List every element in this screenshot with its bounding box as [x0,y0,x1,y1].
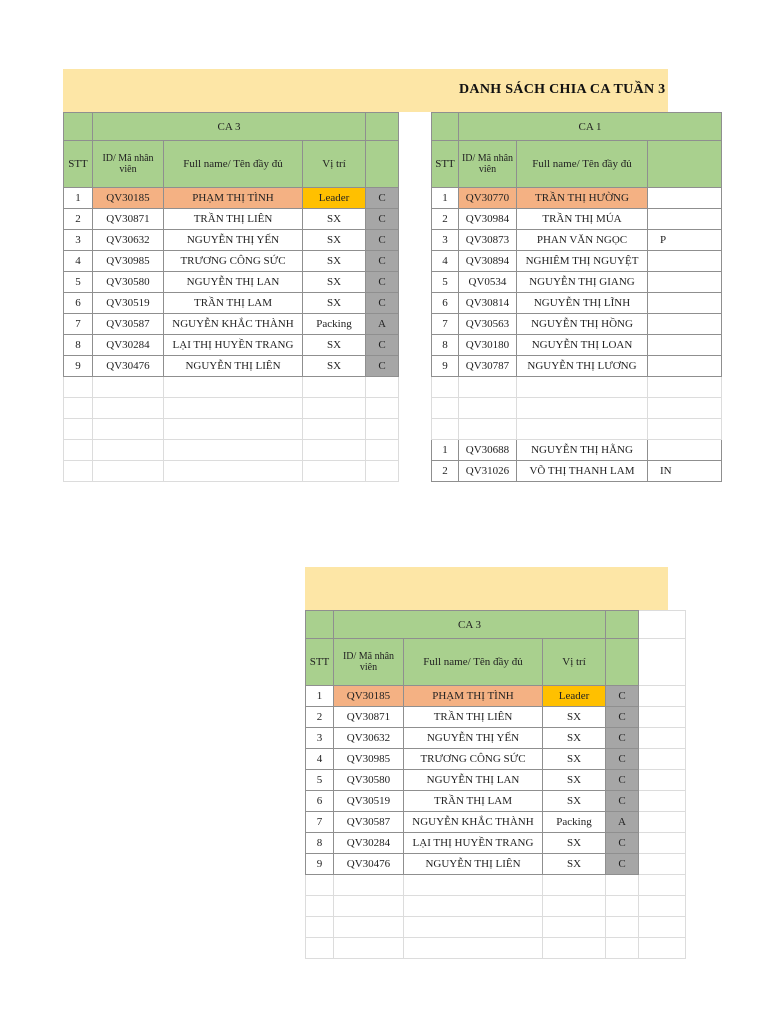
table-row [432,293,722,314]
employee-id-cell[interactable]: QV30787 [459,356,517,377]
position-cell[interactable] [648,293,722,314]
id-header: ID/ Mã nhân viên [93,141,164,188]
page-title: DANH SÁCH CHIA CA TUẦN 3 [459,82,666,97]
table-row [432,251,722,272]
employee-id-cell[interactable]: QV30688 [459,440,517,461]
employee-id-cell[interactable]: QV0534 [459,272,517,293]
group-cell[interactable]: C [366,209,399,230]
table-row [64,293,399,314]
id-header-ca1: ID/ Mã nhân viên [459,141,517,188]
employee-id-cell[interactable]: QV30871 [334,707,404,728]
employee-id-cell[interactable]: QV30284 [334,833,404,854]
employee-name-cell[interactable]: NGHIÊM THỊ NGUYỆT [517,251,648,272]
group-cell[interactable]: C [366,251,399,272]
top-sheet [63,69,672,488]
table-row [432,314,722,335]
group-cell[interactable]: C [606,833,639,854]
group-cell[interactable]: A [366,314,399,335]
position-cell[interactable]: Packing [543,812,606,833]
group-cell[interactable]: C [366,230,399,251]
position-cell[interactable]: IN [648,461,722,482]
position-cell[interactable] [648,209,722,230]
stt-cell[interactable]: 2 [64,209,93,230]
employee-name-cell[interactable]: NGUYỄN THỊ HỒNG [517,314,648,335]
table-row [306,770,686,791]
stt-cell[interactable]: 2 [432,209,459,230]
stt-cell[interactable]: 1 [306,686,334,707]
position-cell[interactable]: Leader [303,188,366,209]
employee-id-cell[interactable]: QV30871 [93,209,164,230]
stt-header-copy: STT [306,639,334,686]
position-cell[interactable] [648,314,722,335]
stt-cell[interactable]: 2 [306,707,334,728]
employee-name-cell[interactable]: NGUYỄN THỊ LAN [164,272,303,293]
employee-name-cell[interactable]: TRẦN THỊ HƯỜNG [517,188,648,209]
employee-id-cell[interactable]: QV30284 [93,335,164,356]
group-cell[interactable]: C [606,707,639,728]
employee-name-cell[interactable]: PHAN VĂN NGỌC [517,230,648,251]
employee-id-cell[interactable]: QV30519 [93,293,164,314]
table-row [306,791,686,812]
employee-id-cell[interactable]: QV30580 [93,272,164,293]
stt-cell[interactable]: 6 [64,293,93,314]
table-row [64,272,399,293]
employee-id-cell[interactable]: QV30476 [93,356,164,377]
stt-cell[interactable]: 1 [64,188,93,209]
employee-name-cell[interactable]: TRẦN THỊ MÚA [517,209,648,230]
stt-cell[interactable]: 2 [432,461,459,482]
employee-name-cell[interactable]: PHẠM THỊ TÌNH [164,188,303,209]
employee-name-cell[interactable]: NGUYỄN THỊ LĨNH [517,293,648,314]
table-row [64,230,399,251]
position-cell[interactable]: Leader [543,686,606,707]
employee-name-cell[interactable]: TRƯƠNG CÔNG SỨC [164,251,303,272]
group-cell[interactable]: C [606,686,639,707]
employee-id-cell[interactable]: QV30519 [334,791,404,812]
employee-id-cell[interactable]: QV30814 [459,293,517,314]
stt-cell[interactable]: 6 [306,791,334,812]
position-cell[interactable]: SX [303,272,366,293]
employee-id-cell[interactable]: QV30580 [334,770,404,791]
name-header: Full name/ Tên đầy đủ [164,141,303,188]
employee-id-cell[interactable]: QV30632 [334,728,404,749]
group-cell[interactable]: C [366,272,399,293]
position-cell[interactable]: P [648,230,722,251]
position-cell[interactable]: SX [303,251,366,272]
employee-name-cell[interactable]: NGUYỄN THỊ LIÊN [404,854,543,875]
employee-name-cell[interactable]: LẠI THỊ HUYỀN TRANG [164,335,303,356]
employee-name-cell[interactable]: NGUYỄN THỊ LOAN [517,335,648,356]
employee-id-cell[interactable]: QV30985 [93,251,164,272]
employee-name-cell[interactable]: TRẦN THỊ LIÊN [404,707,543,728]
employee-id-cell[interactable]: QV30185 [93,188,164,209]
employee-name-cell[interactable]: NGUYỄN THỊ YẾN [404,728,543,749]
employee-name-cell[interactable]: NGUYỄN THỊ YẾN [164,230,303,251]
employee-id-cell[interactable]: QV30563 [459,314,517,335]
stt-cell[interactable]: 8 [432,335,459,356]
group-cell[interactable]: C [366,356,399,377]
table-row [432,230,722,251]
employee-id-cell[interactable]: QV30873 [459,230,517,251]
stt-header-ca1: STT [432,141,459,188]
id-header-copy: ID/ Mã nhân viên [334,639,404,686]
stt-cell[interactable]: 8 [64,335,93,356]
employee-id-cell[interactable]: QV30632 [93,230,164,251]
position-cell[interactable] [648,251,722,272]
table-row [306,812,686,833]
group-cell[interactable]: C [606,854,639,875]
table-row [432,335,722,356]
employee-name-cell[interactable]: NGUYỄN KHẮC THÀNH [404,812,543,833]
stt-cell[interactable]: 4 [306,749,334,770]
position-cell[interactable] [648,440,722,461]
group-cell[interactable]: C [606,791,639,812]
employee-name-cell[interactable]: TRẦN THỊ LAM [404,791,543,812]
employee-id-cell[interactable]: QV30770 [459,188,517,209]
table-row [432,272,722,293]
employee-name-cell[interactable]: TRƯƠNG CÔNG SỨC [404,749,543,770]
stt-cell[interactable]: 1 [432,188,459,209]
stt-cell[interactable]: 9 [64,356,93,377]
employee-id-cell[interactable]: QV30894 [459,251,517,272]
table-row [64,356,399,377]
table-row [64,335,399,356]
group-cell[interactable]: C [366,188,399,209]
stt-cell[interactable]: 7 [64,314,93,335]
position-cell[interactable]: SX [543,749,606,770]
position-cell[interactable]: SX [303,356,366,377]
ca3-table [63,112,399,482]
ca3-table-copy [305,610,686,959]
stt-cell[interactable]: 3 [432,230,459,251]
position-cell[interactable]: SX [543,728,606,749]
title-band-bottom [305,567,668,610]
stt-cell[interactable]: 4 [432,251,459,272]
employee-id-cell[interactable]: QV30476 [334,854,404,875]
group-cell[interactable]: C [366,335,399,356]
position-cell[interactable]: SX [303,335,366,356]
position-cell[interactable]: Packing [303,314,366,335]
stt-cell[interactable]: 7 [306,812,334,833]
name-header-ca1: Full name/ Tên đầy đủ [517,141,648,188]
position-cell[interactable]: SX [543,833,606,854]
employee-id-cell[interactable]: QV30587 [93,314,164,335]
table-row [64,188,399,209]
stt-cell[interactable]: 5 [64,272,93,293]
position-cell[interactable]: SX [543,770,606,791]
position-cell[interactable]: SX [543,854,606,875]
table-row [432,356,722,377]
table-row [64,251,399,272]
bottom-sheet [305,567,668,956]
position-cell[interactable] [648,188,722,209]
stt-cell[interactable]: 1 [432,440,459,461]
employee-id-cell[interactable]: QV30180 [459,335,517,356]
employee-id-cell[interactable]: QV30185 [334,686,404,707]
stt-cell[interactable]: 9 [306,854,334,875]
position-cell[interactable]: SX [543,707,606,728]
ca1-table [431,112,722,482]
ca3-header: CA 3 [93,113,366,141]
employee-id-cell[interactable]: QV30587 [334,812,404,833]
position-cell[interactable] [648,356,722,377]
employee-id-cell[interactable]: QV30984 [459,209,517,230]
table-row [306,686,686,707]
group-cell[interactable]: A [606,812,639,833]
table-row [432,461,722,482]
table-row [64,314,399,335]
stt-header: STT [64,141,93,188]
employee-name-cell[interactable]: PHẠM THỊ TÌNH [404,686,543,707]
employee-id-cell[interactable]: QV31026 [459,461,517,482]
position-cell[interactable]: SX [303,293,366,314]
table-row [306,707,686,728]
table-row [64,209,399,230]
position-cell[interactable] [648,272,722,293]
table-row [306,833,686,854]
table-row [306,749,686,770]
stt-cell[interactable]: 6 [432,293,459,314]
employee-name-cell[interactable]: NGUYỄN THỊ GIANG [517,272,648,293]
group-cell[interactable]: C [606,770,639,791]
stt-cell[interactable]: 3 [64,230,93,251]
employee-name-cell[interactable]: VÕ THỊ THANH LAM [517,461,648,482]
group-cell[interactable]: C [606,728,639,749]
stt-cell[interactable]: 9 [432,356,459,377]
stt-cell[interactable]: 3 [306,728,334,749]
stt-cell[interactable]: 8 [306,833,334,854]
ca1-header: CA 1 [459,113,722,141]
employee-name-cell[interactable]: LẠI THỊ HUYỀN TRANG [404,833,543,854]
employee-name-cell[interactable]: NGUYỄN THỊ LAN [404,770,543,791]
group-cell[interactable]: C [606,749,639,770]
table-row [432,188,722,209]
employee-id-cell[interactable]: QV30985 [334,749,404,770]
employee-name-cell[interactable]: NGUYỄN THỊ HẰNG [517,440,648,461]
employee-name-cell[interactable]: TRẦN THỊ LAM [164,293,303,314]
stt-cell[interactable]: 4 [64,251,93,272]
employee-name-cell[interactable]: NGUYỄN KHẮC THÀNH [164,314,303,335]
table-row [432,440,722,461]
employee-name-cell[interactable]: NGUYỄN THỊ LƯƠNG [517,356,648,377]
ca3-header-copy: CA 3 [334,611,606,639]
stt-cell[interactable]: 5 [432,272,459,293]
position-cell[interactable]: SX [303,230,366,251]
table-row [306,728,686,749]
employee-name-cell[interactable]: TRẦN THỊ LIÊN [164,209,303,230]
position-cell[interactable]: SX [543,791,606,812]
name-header-copy: Full name/ Tên đầy đủ [404,639,543,686]
table-row [306,854,686,875]
employee-name-cell[interactable]: NGUYỄN THỊ LIÊN [164,356,303,377]
stt-cell[interactable]: 5 [306,770,334,791]
position-cell[interactable]: SX [303,209,366,230]
position-header: Vị trí [303,141,366,188]
position-cell[interactable] [648,335,722,356]
group-cell[interactable]: C [366,293,399,314]
stt-cell[interactable]: 7 [432,314,459,335]
position-header-copy: Vị trí [543,639,606,686]
table-row [432,209,722,230]
